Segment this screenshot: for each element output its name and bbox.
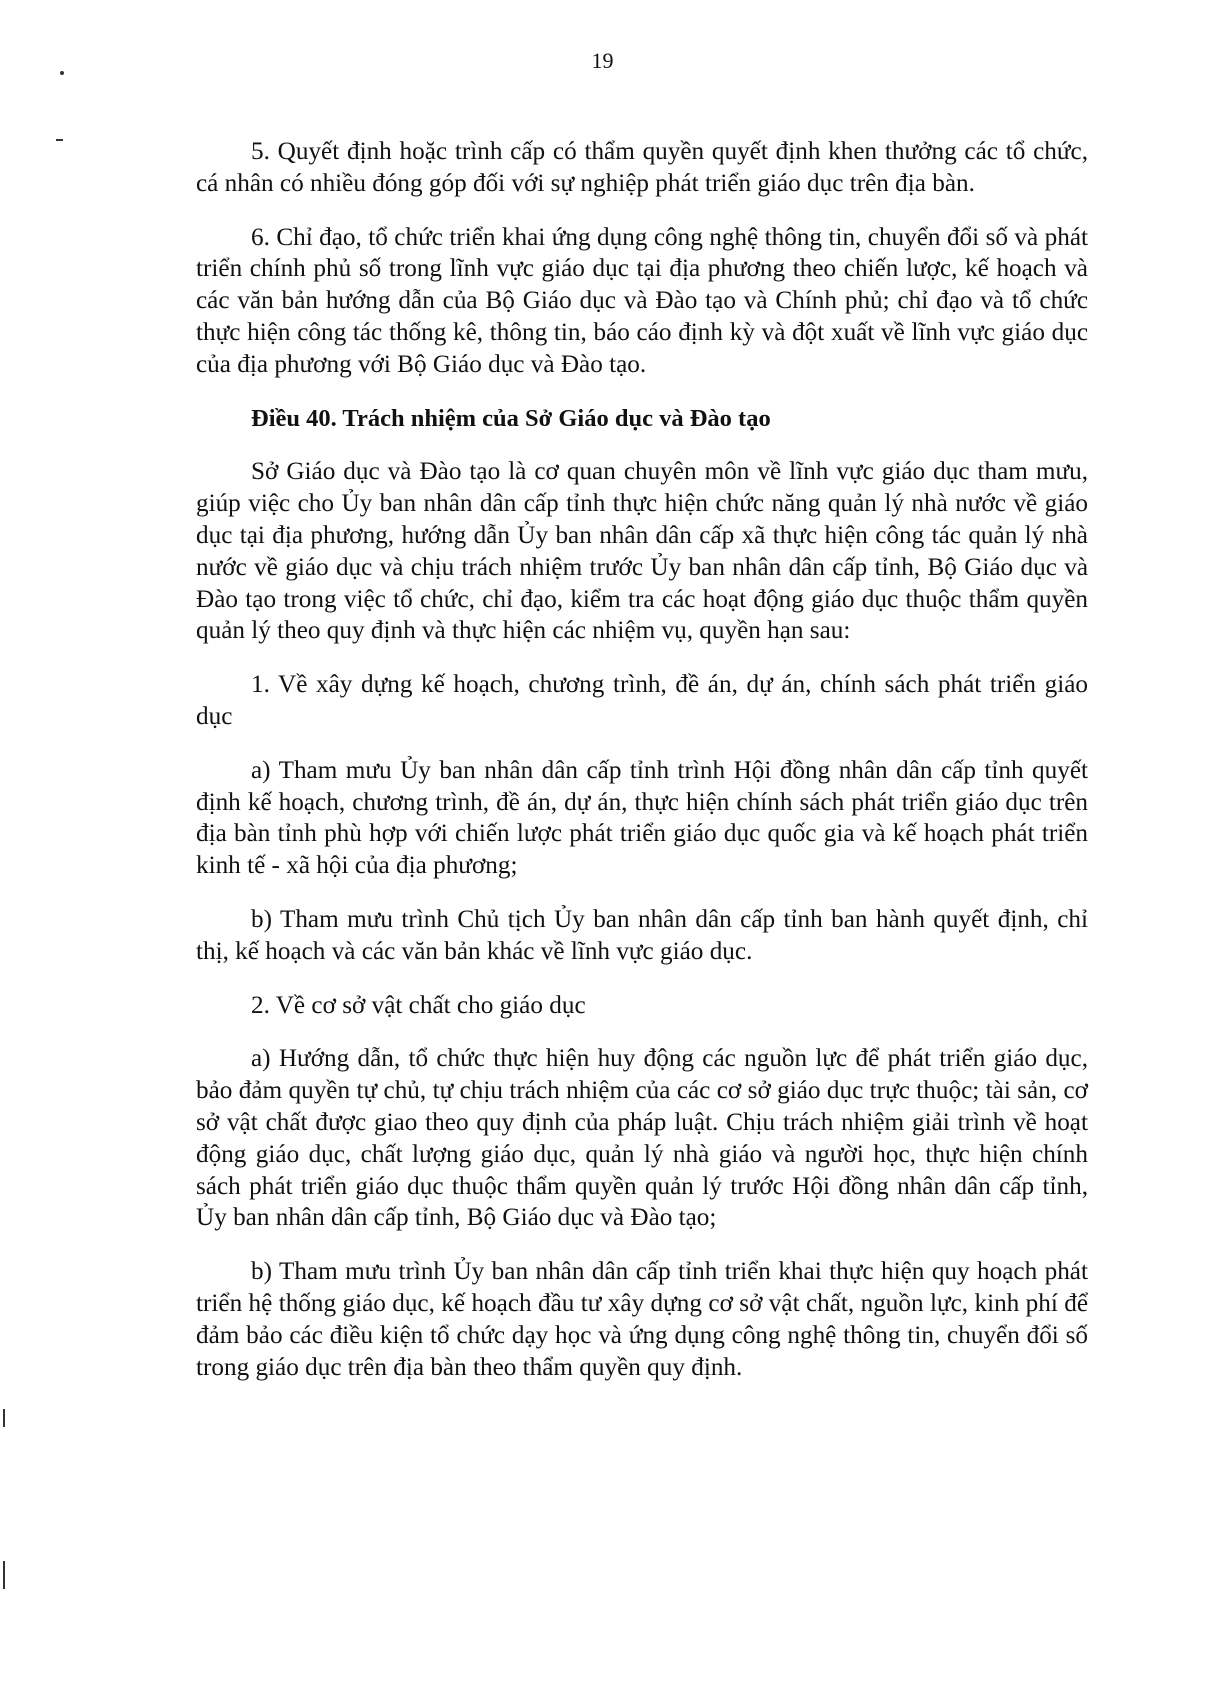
- scan-line-mark: [3, 1409, 5, 1427]
- document-body: [196, 136, 1088, 1405]
- clause-1: 1. Về xây dựng kế hoạch, chương trình, đề án, dự án, chính sách phát triển giáo dục: [196, 671, 1088, 730]
- clause-2: 2. Về cơ sở vật chất cho giáo dục: [251, 991, 586, 1019]
- paragraph-item-5: 5. Quyết định hoặc trình cấp có thẩm quyền quyết định khen thưởng các tổ chức, cá nhân có nhiều đóng góp đối với sự nghiệp phát triển giáo dục trên địa bàn.: [196, 138, 1088, 197]
- clause-1a: a) Tham mưu Ủy ban nhân dân cấp tỉnh trình Hội đồng nhân dân cấp tỉnh quyết định kế hoạch, chương trình, đề án, dự án, thực hiện chính sách phát triển giáo dục trên địa bàn tỉnh phù hợp với chiến lược phát triển giáo dục quốc gia và kế hoạch phát triển kinh tế - xã hội của địa phương;: [196, 756, 1088, 880]
- clause-1b: b) Tham mưu trình Chủ tịch Ủy ban nhân dân cấp tỉnh ban hành quyết định, chỉ thị, kế hoạch và các văn bản khác về lĩnh vực giáo dục.: [196, 905, 1088, 965]
- scan-dash-mark: [56, 139, 63, 141]
- article-40-heading: Điều 40. Trách nhiệm của Sở Giáo dục và Đào tạo: [251, 404, 771, 432]
- clause-2b: b) Tham mưu trình Ủy ban nhân dân cấp tỉnh triển khai thực hiện quy hoạch phát triển hệ thống giáo dục, kế hoạch đầu tư xây dựng cơ sở vật chất, nguồn lực, kinh phí để đảm bảo các điều kiện tổ chức dạy học và ứng dụng công nghệ thông tin, chuyển đổi số trong giáo dục trên địa bàn theo thẩm quyền quy định.: [196, 1258, 1088, 1381]
- article-40-intro: Sở Giáo dục và Đào tạo là cơ quan chuyên môn về lĩnh vực giáo dục tham mưu, giúp việc cho Ủy ban nhân dân cấp tỉnh thực hiện chức năng quản lý nhà nước về giáo dục tại địa phương, hướng dẫn Ủy ban nhân dân cấp xã thực hiện công tác quản lý nhà nước về giáo dục và chịu trách nhiệm trước Ủy ban nhân dân cấp tỉnh, Bộ Giáo dục và Đào tạo trong việc tổ chức, chỉ đạo, kiểm tra các hoạt động giáo dục thuộc thẩm quyền quản lý theo quy định và thực hiện các nhiệm vụ, quyền hạn sau:: [196, 458, 1088, 645]
- scan-line-mark-bottom: [3, 1561, 5, 1589]
- paragraph-item-6: 6. Chỉ đạo, tổ chức triển khai ứng dụng công nghệ thông tin, chuyển đổi số và phát triển chính phủ số trong lĩnh vực giáo dục tại địa phương theo chiến lược, kế hoạch và các văn bản hướng dẫn của Bộ Giáo dục và Đào tạo và Chính phủ; chỉ đạo và tổ chức thực hiện công tác thống kê, thông tin, báo cáo định kỳ và đột xuất về lĩnh vực giáo dục của địa phương với Bộ Giáo dục và Đào tạo.: [196, 223, 1088, 378]
- page-number: 19: [591, 48, 614, 73]
- clause-2a: a) Hướng dẫn, tổ chức thực hiện huy động các nguồn lực để phát triển giáo dục, bảo đảm quyền tự chủ, tự chịu trách nhiệm của các cơ sở giáo dục trực thuộc; tài sản, cơ sở vật chất được giao theo quy định của pháp luật. Chịu trách nhiệm giải trình về hoạt động giáo dục, chất lượng giáo dục, quản lý nhà giáo và người học, thực hiện chính sách phát triển giáo dục thuộc thẩm quyền quản lý trước Hội đồng nhân dân cấp tỉnh, Ủy ban nhân dân cấp tỉnh, Bộ Giáo dục và Đào tạo;: [196, 1045, 1088, 1232]
